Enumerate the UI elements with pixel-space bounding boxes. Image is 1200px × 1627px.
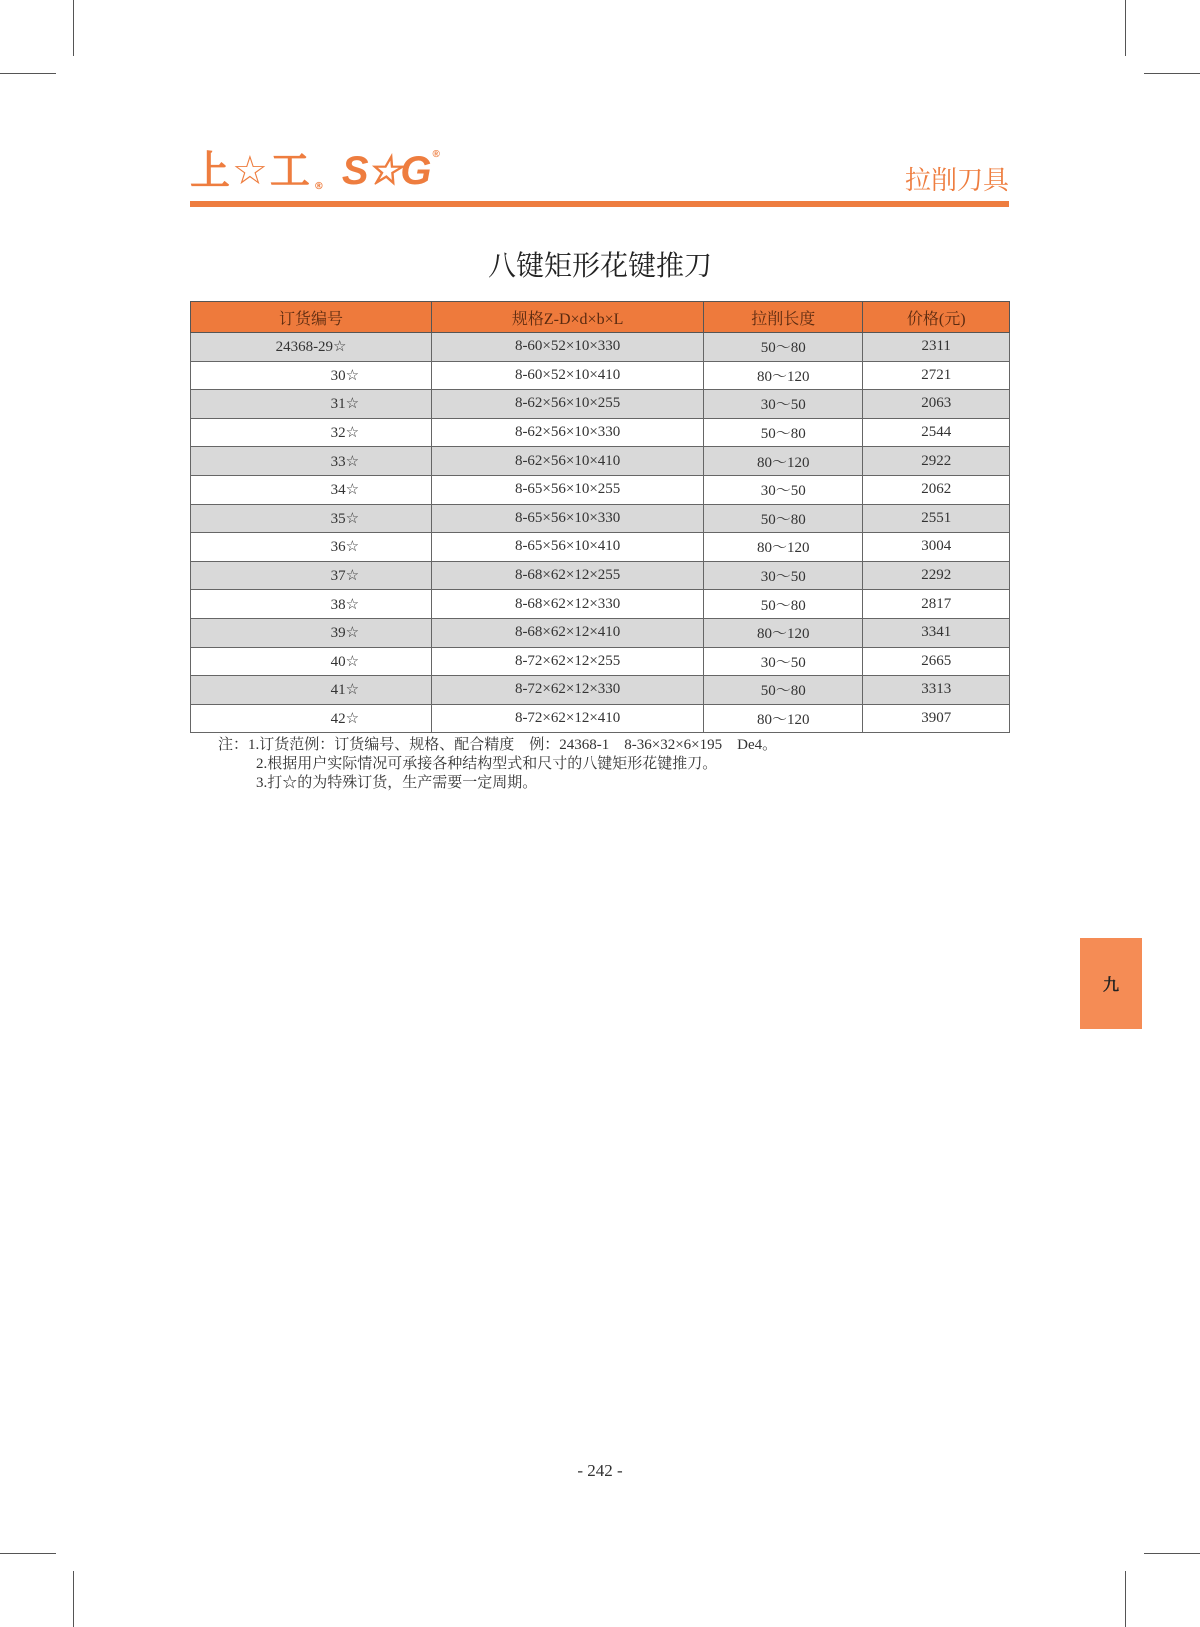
broach-length-cell: 50～80 (704, 504, 863, 533)
column-header: 规格Z-D×d×b×L (432, 302, 704, 333)
table-row (191, 590, 1010, 619)
price-cell: 3313 (863, 676, 1010, 705)
note-line: 3.打☆的为特殊订货，生产需要一定周期。 (256, 775, 538, 791)
registered-mark: ® (432, 149, 440, 160)
table-row (191, 418, 1010, 447)
price-cell: 2721 (863, 361, 1010, 390)
broach-length-cell: 30～50 (704, 390, 863, 419)
broach-length-cell: 80～120 (704, 704, 863, 733)
column-header: 价格(元) (863, 302, 1010, 333)
spec-cell: 8-68×62×12×410 (432, 618, 704, 647)
table-row (191, 676, 1010, 705)
price-cell: 2665 (863, 647, 1010, 676)
broach-length-cell: 30～50 (704, 475, 863, 504)
table-row (191, 475, 1010, 504)
price-cell: 3004 (863, 533, 1010, 562)
crop-mark (1125, 1571, 1126, 1627)
brand-logos (190, 148, 440, 194)
notes (218, 736, 777, 793)
crop-mark (0, 73, 56, 74)
table-row (191, 504, 1010, 533)
crop-mark (73, 1571, 74, 1627)
order-code-cell: 33☆ (191, 447, 432, 476)
product-table (190, 301, 1010, 733)
order-code-cell: 37☆ (191, 561, 432, 590)
spec-cell: 8-65×56×10×410 (432, 533, 704, 562)
order-code-cell: 34☆ (191, 475, 432, 504)
broach-length-cell: 50～80 (704, 333, 863, 362)
table-row (191, 361, 1010, 390)
broach-length-cell: 30～50 (704, 647, 863, 676)
spec-cell: 8-62×56×10×410 (432, 447, 704, 476)
order-code-cell: 24368-29☆ (191, 333, 432, 362)
table-row (191, 704, 1010, 733)
order-code-cell: 32☆ (191, 418, 432, 447)
chapter-tab: 九 (1080, 938, 1142, 1029)
broach-length-cell: 80～120 (704, 618, 863, 647)
table-row (191, 618, 1010, 647)
table-row (191, 647, 1010, 676)
broach-length-cell: 50～80 (704, 590, 863, 619)
order-code-cell: 35☆ (191, 504, 432, 533)
spec-cell: 8-72×62×12×410 (432, 704, 704, 733)
broach-length-cell: 30～50 (704, 561, 863, 590)
table-row (191, 533, 1010, 562)
logo-cn-text: 上☆工 (190, 148, 312, 194)
order-code-cell: 39☆ (191, 618, 432, 647)
order-code-cell: 36☆ (191, 533, 432, 562)
price-cell: 3907 (863, 704, 1010, 733)
spec-cell: 8-60×52×10×410 (432, 361, 704, 390)
crop-mark (1144, 73, 1200, 74)
page-number: - 242 - (577, 1461, 623, 1480)
price-cell: 2544 (863, 418, 1010, 447)
brand-logo-cn (190, 148, 324, 194)
registered-mark: ® (313, 181, 324, 192)
spec-cell: 8-65×56×10×330 (432, 504, 704, 533)
broach-length-cell: 50～80 (704, 676, 863, 705)
logo-sg-text: S☆G (341, 149, 430, 193)
spec-cell: 8-62×56×10×255 (432, 390, 704, 419)
table-header-row (191, 302, 1010, 333)
crop-mark (1125, 0, 1126, 56)
price-cell: 2551 (863, 504, 1010, 533)
table-row (191, 390, 1010, 419)
column-header: 拉削长度 (704, 302, 863, 333)
note-line: 注：1.订货范例：订货编号、规格、配合精度 例：24368-1 8-36×32×6×195 De4。 (218, 737, 778, 753)
note-line: 2.根据用户实际情况可承接各种结构型式和尺寸的八键矩形花键推刀。 (256, 756, 718, 772)
broach-length-cell: 80～120 (704, 447, 863, 476)
order-code-cell: 40☆ (191, 647, 432, 676)
page-title: 八键矩形花键推刀 (487, 249, 712, 282)
crop-mark (0, 1553, 56, 1554)
broach-length-cell: 80～120 (704, 361, 863, 390)
spec-cell: 8-60×52×10×330 (432, 333, 704, 362)
order-code-cell: 42☆ (191, 704, 432, 733)
header-divider (190, 201, 1009, 207)
order-code-cell: 31☆ (191, 390, 432, 419)
spec-cell: 8-65×56×10×255 (432, 475, 704, 504)
order-code-cell: 30☆ (191, 361, 432, 390)
column-header: 订货编号 (191, 302, 432, 333)
brand-logo-sg (342, 148, 440, 194)
price-cell: 2062 (863, 475, 1010, 504)
table-row (191, 447, 1010, 476)
crop-mark (1144, 1553, 1200, 1554)
order-code-cell: 38☆ (191, 590, 432, 619)
spec-cell: 8-68×62×12×255 (432, 561, 704, 590)
section-title: 拉削刀具 (904, 166, 1009, 196)
spec-cell: 8-68×62×12×330 (432, 590, 704, 619)
broach-length-cell: 50～80 (704, 418, 863, 447)
price-cell: 2817 (863, 590, 1010, 619)
price-cell: 3341 (863, 618, 1010, 647)
table-row (191, 333, 1010, 362)
spec-cell: 8-72×62×12×255 (432, 647, 704, 676)
order-code-cell: 41☆ (191, 676, 432, 705)
table-row (191, 561, 1010, 590)
crop-mark (73, 0, 74, 56)
spec-cell: 8-62×56×10×330 (432, 418, 704, 447)
price-cell: 2063 (863, 390, 1010, 419)
broach-length-cell: 80～120 (704, 533, 863, 562)
price-cell: 2292 (863, 561, 1010, 590)
price-cell: 2922 (863, 447, 1010, 476)
spec-cell: 8-72×62×12×330 (432, 676, 704, 705)
price-cell: 2311 (863, 333, 1010, 362)
